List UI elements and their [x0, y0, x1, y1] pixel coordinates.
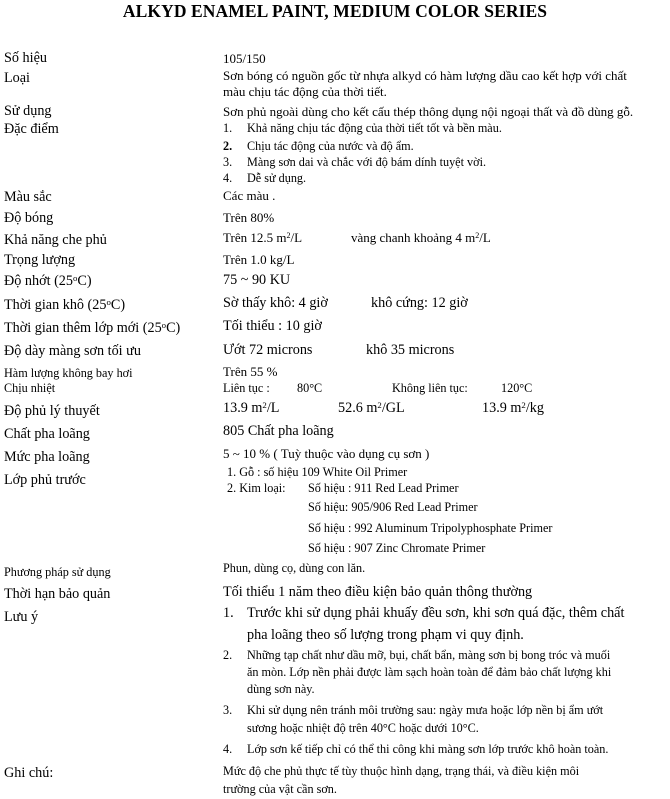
label-che-phu: Khả năng che phủ: [4, 232, 107, 248]
value-lien-tuc: 80°C: [297, 381, 323, 395]
primer-metal-item: Số hiệu : 992 Aluminum Tripolyphosphate Primer: [308, 521, 553, 535]
primer-metal-item: Số hiệu: 905/906 Red Lead Primer: [308, 500, 478, 514]
label-ham-luong: Hàm lượng không bay hơi: [4, 366, 133, 380]
value-ghi-chu-line2: trường của vật cần sơn.: [223, 782, 337, 796]
value-trong-luong: Trên 1.0 kg/L: [223, 252, 295, 267]
value-so-hieu: 105/150: [223, 51, 266, 66]
value-che-phu-1: Trên 12.5 $m^2/L$: [223, 230, 303, 245]
value-phuong-phap: Phun, dùng cọ, dùng con lăn.: [223, 561, 366, 575]
value-so-thay-kho: Sờ thấy khô: 4 giờ: [223, 295, 328, 311]
value-ghi-chu-line1: Mức độ che phủ thực tế tùy thuộc hình dạng, trạng thái, và điều kiện môi: [223, 764, 580, 778]
value-them-lop: Tối thiểu : 10 giờ: [223, 318, 322, 334]
label-luu-y: Lưu ý: [4, 609, 39, 625]
luu-y-item-line: sương hoặc nhiệt độ trên 40°C hoặc dưới 10°C.: [247, 721, 479, 735]
value-khong-lien-tuc-label: Không liên tục:: [392, 381, 468, 395]
label-so-hieu: Số hiệu: [4, 50, 47, 66]
value-phu-per-l: 13.9 $m^2/L$: [223, 400, 280, 416]
value-che-phu-2: vàng chanh khoảng 4 $m^2/L$: [351, 230, 491, 245]
value-lien-tuc-label: Liên tục :: [223, 381, 270, 395]
label-muc-pha: Mức pha loãng: [4, 449, 90, 465]
primer-metal-item: Số hiệu : 907 Zinc Chromate Primer: [308, 541, 486, 555]
label-ghi-chu: Ghi chú:: [4, 765, 54, 781]
label-phuong-phap: Phương pháp sử dụng: [4, 565, 111, 579]
label-chiu-nhiet: Chịu nhiệt: [4, 381, 56, 395]
luu-y-item-line: ăn mòn. Lớp nền phải được làm sạch hoàn toàn để đảm bảo chất lượng khi: [247, 665, 612, 679]
label-mau-sac: Màu sắc: [4, 189, 52, 205]
primer-wood: 1. Gỗ : số hiệu 109 White Oil Primer: [227, 465, 408, 479]
label-do-day: Độ dày màng sơn tối ưu: [4, 343, 141, 359]
value-su-dung: Sơn phủ ngoài dùng cho kết cấu thép thông dụng nội ngoại thất và đồ dùng gỗ.: [223, 104, 634, 119]
label-chat-pha: Chất pha loãng: [4, 426, 90, 442]
label-do-bong: Độ bóng: [4, 210, 54, 226]
value-mau-sac: Các màu .: [223, 188, 276, 203]
label-trong-luong: Trọng lượng: [4, 252, 76, 268]
value-ham-luong: Trên 55 %: [223, 364, 278, 379]
label-do-nhot: Độ nhớt (25$^o$C): [4, 273, 92, 289]
value-loai-line2: màu chịu tác động của thời tiết.: [223, 84, 387, 99]
value-do-bong: Trên 80%: [223, 210, 275, 225]
luu-y-item-line: dùng sơn này.: [247, 682, 315, 696]
luu-y-item-line: pha loãng theo số lượng trong phạm vi quy định.: [247, 627, 524, 643]
value-kho: khô 35 microns: [366, 342, 455, 358]
value-phu-per-kg: 13.9 $m^2/kg$: [482, 400, 544, 416]
primer-metal-label: 2. Kim loại:: [227, 481, 286, 495]
value-chat-pha: 805 Chất pha loãng: [223, 423, 334, 439]
label-lop-phu-truoc: Lớp phủ trước: [4, 472, 86, 488]
label-loai: Loại: [4, 70, 30, 86]
label-phu-ly-thuyet: Độ phủ lý thuyết: [4, 403, 100, 419]
value-thoi-han: Tối thiểu 1 năm theo điều kiện bảo quản thông thường: [223, 584, 533, 600]
label-thoi-gian-kho: Thời gian khô (25$^o$C): [4, 297, 126, 313]
value-phu-per-gl: 52.6 $m^2/GL$: [338, 400, 405, 416]
label-them-lop: Thời gian thêm lớp mới (25$^o$C): [4, 320, 181, 336]
label-thoi-han: Thời hạn bảo quản: [4, 586, 111, 602]
value-muc-pha: 5 ~ 10 % ( Tuỳ thuộc vào dụng cụ sơn ): [223, 446, 430, 461]
value-khong-lien-tuc: 120°C: [501, 381, 533, 395]
primer-metal-item: Số hiệu : 911 Red Lead Primer: [308, 481, 459, 495]
label-su-dung: Sử dụng: [4, 103, 52, 119]
document-title: ALKYD ENAMEL PAINT, MEDIUM COLOR SERIES: [122, 1, 548, 21]
value-uot: Ướt 72 microns: [223, 342, 313, 358]
value-kho-cung: khô cứng: 12 giờ: [371, 295, 468, 311]
label-dac-diem: Đặc điểm: [4, 121, 59, 137]
value-loai-line1: Sơn bóng có nguồn gốc từ nhựa alkyd có hàm lượng dầu cao kết hợp với chất: [223, 68, 627, 83]
value-do-nhot: 75 ~ 90 KU: [223, 272, 291, 288]
